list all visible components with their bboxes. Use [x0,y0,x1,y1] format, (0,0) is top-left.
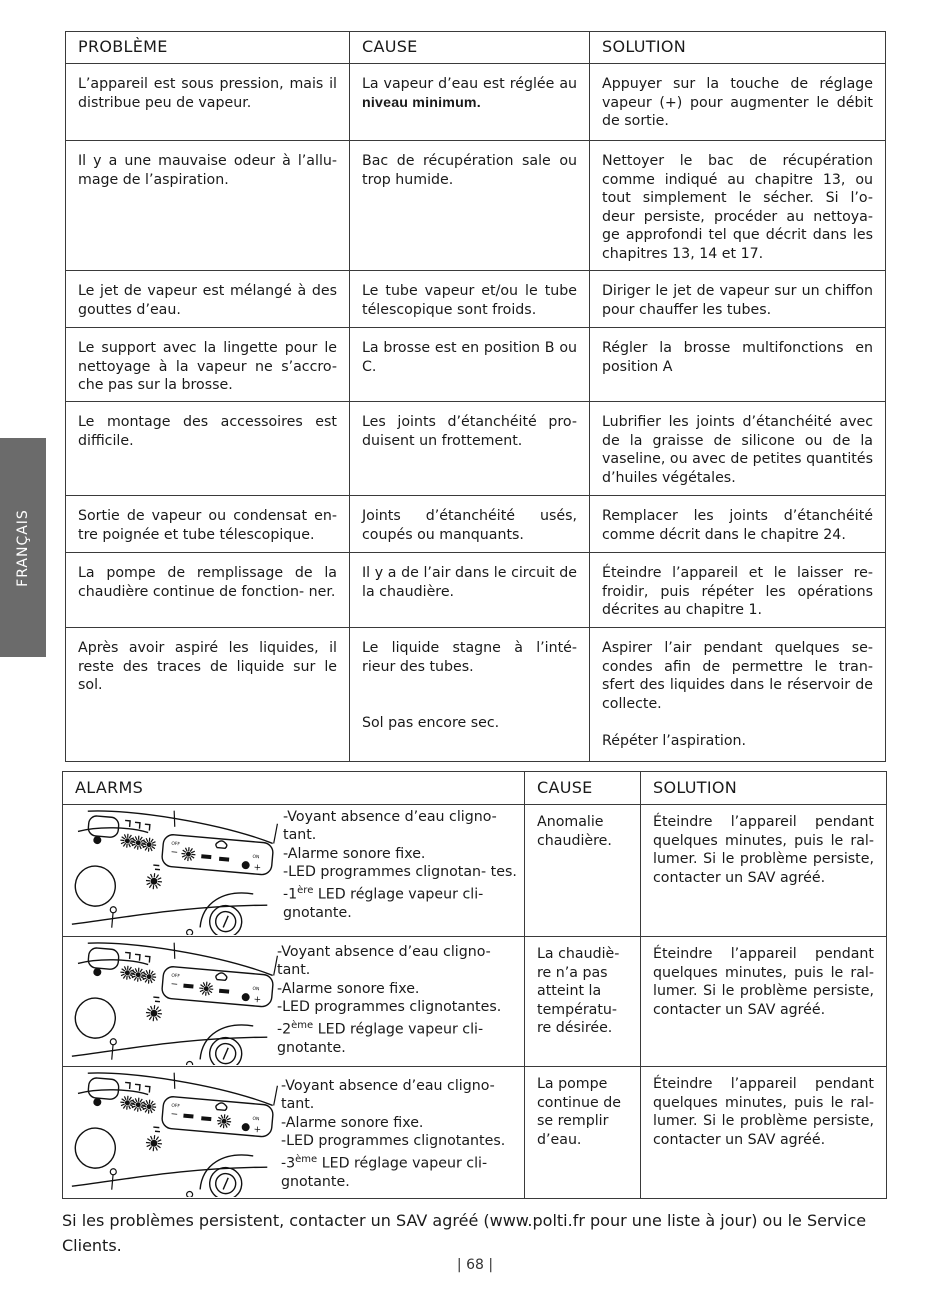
right-housing [200,1151,253,1193]
power-knob [208,1036,243,1065]
right-housing [200,1021,253,1063]
solution-cell: Nettoyer le bac de récupération comme indiqué au chapitre 13, ou tout simplement le sécher. Si l’o- deur persiste, procéder au nettoya- ge approfondi tel que décrit dans les chapitres 13, 14 et 17. [590,141,886,271]
cause-cell: Les joints d’étanchéité pro- duisent un frottement. [350,402,590,496]
plus-label: + [253,862,262,874]
steam-led [219,857,229,862]
problem-cell: Sortie de vapeur ou condensat en- tre poignée et tube télescopique. [66,496,350,553]
water-alarm-icon [153,865,160,870]
right-housing [200,889,253,931]
steam-led [201,854,211,859]
program-led-2 [131,835,146,850]
solution-cell: Éteindre l’appareil pendant quelques minutes, puis le ral- lumer. Si le problème persiste, contacter un SAV agréé. [641,805,887,937]
table-row [66,328,886,402]
program-led-2 [131,967,146,982]
steam-icon [216,840,228,848]
solution-cell: Éteindre l’appareil et le laisser re- froidir, puis répéter les opérations décrites au chapitre 1. [590,553,886,628]
solution-cell: Diriger le jet de vapeur sur un chiffon pour chauffer les tubes. [590,271,886,328]
steam-led [201,1116,211,1121]
minus-label: − [170,847,179,859]
left-knob [74,864,117,907]
off-label: OFF [171,841,181,848]
steam-led-active [199,981,214,996]
page-number: | 68 | [456,1257,494,1273]
table-row [63,1067,887,1199]
table-row [66,271,886,328]
language-label: FRANÇAIS [15,508,31,587]
alarm-description: -Voyant absence d’eau cligno- tant. -Alarme sonore fixe. -LED programmes clignotan- tes. -1ère LED réglage vapeur cli- gnotante. [283,809,517,921]
program-led-1 [120,965,135,980]
steam-led [219,989,229,994]
solution-cell: Remplacer les joints d’étanchéité comme décrit dans le chapitre 24. [590,496,886,553]
solution-cell: Lubrifier les joints d’étanchéité avec de la graisse de silicone ou de la vaseline, ou avec de petites quantités d’huiles végétales. [590,402,886,496]
plus-label: + [253,1124,262,1136]
left-knob [74,996,117,1039]
control-panel-illustration [65,937,280,1065]
cause-cell: La vapeur d’eau est réglée au niveau minimum. [350,64,590,141]
program-button [88,947,120,970]
callout-dot [186,1191,193,1197]
off-label: OFF [171,1103,181,1110]
on-label: ON [252,986,260,993]
program-led-2 [131,1097,146,1112]
solution-cell: Aspirer l’air pendant quelques se- condes afin de permettre le tran- sfert des liquides dans le réservoir de collecte. Répéter l’aspiration. [590,628,886,762]
callout-dot [110,1039,117,1046]
alarm-cell [63,937,525,1067]
header-solution: SOLUTION [590,32,886,64]
panel-outline [86,1071,274,1106]
problem-cell: Il y a une mauvaise odeur à l’allu- mage de l’aspiration. [66,141,350,271]
cause-cell: La chaudiè- re n’a pas atteint la températu- re désirée. [525,937,641,1067]
power-icon [223,1177,228,1189]
header-cause: CAUSE [525,772,641,805]
water-alarm-led [145,1135,162,1152]
solution-cell: Éteindre l’appareil pendant quelques minutes, puis le ral- lumer. Si le problème persiste, contacter un SAV agréé. [641,937,887,1067]
on-label: ON [252,854,260,861]
steam-led-active [217,1114,232,1129]
indicator-dot [93,1098,102,1107]
on-label: ON [252,1116,260,1123]
solution-cell: Éteindre l’appareil pendant quelques minutes, puis le ral- lumer. Si le problème persiste, contacter un SAV agréé. [641,1067,887,1199]
alarm-cell [63,805,525,937]
program-led-3 [142,969,157,984]
minus-label: − [170,979,179,991]
program-led-1 [120,833,135,848]
footer-note: Si les problèmes persistent, contacter un SAV agréé (www.polti.fr pour une liste à jour) ou le Service Clients. [62,1211,867,1255]
solution-cell: Régler la brosse multifonctions en position A [590,328,886,402]
table-row [66,628,886,762]
solution-cell: Appuyer sur la touche de réglage vapeur (+) pour augmenter le débit de sortie. [590,64,886,141]
plus-label: + [253,994,262,1006]
callout-dot [110,907,117,914]
steam-led [241,1123,250,1132]
steam-led [241,993,250,1002]
cause-cell: La brosse est en position B ou C. [350,328,590,402]
table-row [63,805,887,937]
table-row [63,937,887,1067]
program-button [88,1077,120,1100]
panel-outline [86,941,274,976]
power-knob [208,904,243,935]
steam-led [183,1114,193,1119]
callout-line [274,824,278,844]
steam-led-active [181,847,196,862]
steam-icon [216,1102,228,1110]
panel-outline [86,809,274,844]
table-row [66,553,886,628]
alarm-description: -Voyant absence d’eau cligno- tant. -Alarme sonore fixe. -LED programmes clignotantes. -2ème LED réglage vapeur cli- gnotante. [277,944,502,1056]
cause-cell: La pompe continue de se remplir d’eau. [525,1067,641,1199]
minus-label: − [170,1109,179,1121]
steam-led [183,984,193,989]
control-panel-illustration [65,805,280,935]
steam-led [241,861,250,870]
header-probleme: PROBLÈME [66,32,350,64]
table-row [66,402,886,496]
alarms-table [62,771,887,1199]
indicator-dot [93,968,102,977]
problem-cell: La pompe de remplissage de la chaudière continue de fonction- ner. [66,553,350,628]
troubleshooting-table [65,31,886,762]
problem-cell: Le support avec la lingette pour le nettoyage à la vapeur ne s’accro- che pas sur la brosse. [66,328,350,402]
callout-dot [110,1169,117,1176]
off-label: OFF [171,973,181,980]
program-led-1 [120,1095,135,1110]
table-row [66,496,886,553]
cause-emphasis: niveau minimum. [362,94,481,111]
problem-cell: Après avoir aspiré les liquides, il reste des traces de liquide sur le sol. [66,628,350,762]
problem-cell: Le montage des accessoires est difficile. [66,402,350,496]
cause-extra: Sol pas encore sec. [362,715,500,732]
power-icon [223,915,228,927]
cause-cell: Joints d’étanchéité usés, coupés ou manquants. [350,496,590,553]
cause-cell: Le tube vapeur et/ou le tube télescopique sont froids. [350,271,590,328]
steam-icon [216,972,228,980]
indicator-dot [93,836,102,845]
callout-dot [186,929,193,935]
program-button [88,815,120,838]
callout-dot [186,1061,193,1065]
cause-cell: Bac de récupération sale ou trop humide. [350,141,590,271]
problem-cell: L’appareil est sous pression, mais il distribue peu de vapeur. [66,64,350,141]
alarm-description: -Voyant absence d’eau cligno- tant. -Alarme sonore fixe. -LED programmes clignotantes. -3ème LED réglage vapeur cli- gnotante. [281,1078,506,1190]
alarm-cell [63,1067,525,1199]
control-panel-illustration [65,1067,280,1197]
language-side-tab [0,438,46,657]
table-row [66,141,886,271]
callout-line [274,1086,278,1106]
program-led-3 [142,1099,157,1114]
water-alarm-led [145,1005,162,1022]
header-alarms: ALARMS [63,772,525,805]
power-knob [208,1166,243,1197]
header-solution: SOLUTION [641,772,887,805]
water-alarm-icon [153,997,160,1002]
cause-cell: Il y a de l’air dans le circuit de la chaudière. [350,553,590,628]
cause-cell: Le liquide stagne à l’inté- rieur des tubes. Sol pas encore sec. [350,628,590,762]
header-cause: CAUSE [350,32,590,64]
cause-cell: Anomalie chaudière. [525,805,641,937]
program-led-3 [142,837,157,852]
left-knob [74,1126,117,1169]
table-row [66,64,886,141]
solution-extra: Répéter l’aspiration. [602,733,747,750]
water-alarm-led [145,873,162,890]
power-icon [223,1047,228,1059]
water-alarm-icon [153,1127,160,1132]
problem-cell: Le jet de vapeur est mélangé à des gouttes d’eau. [66,271,350,328]
